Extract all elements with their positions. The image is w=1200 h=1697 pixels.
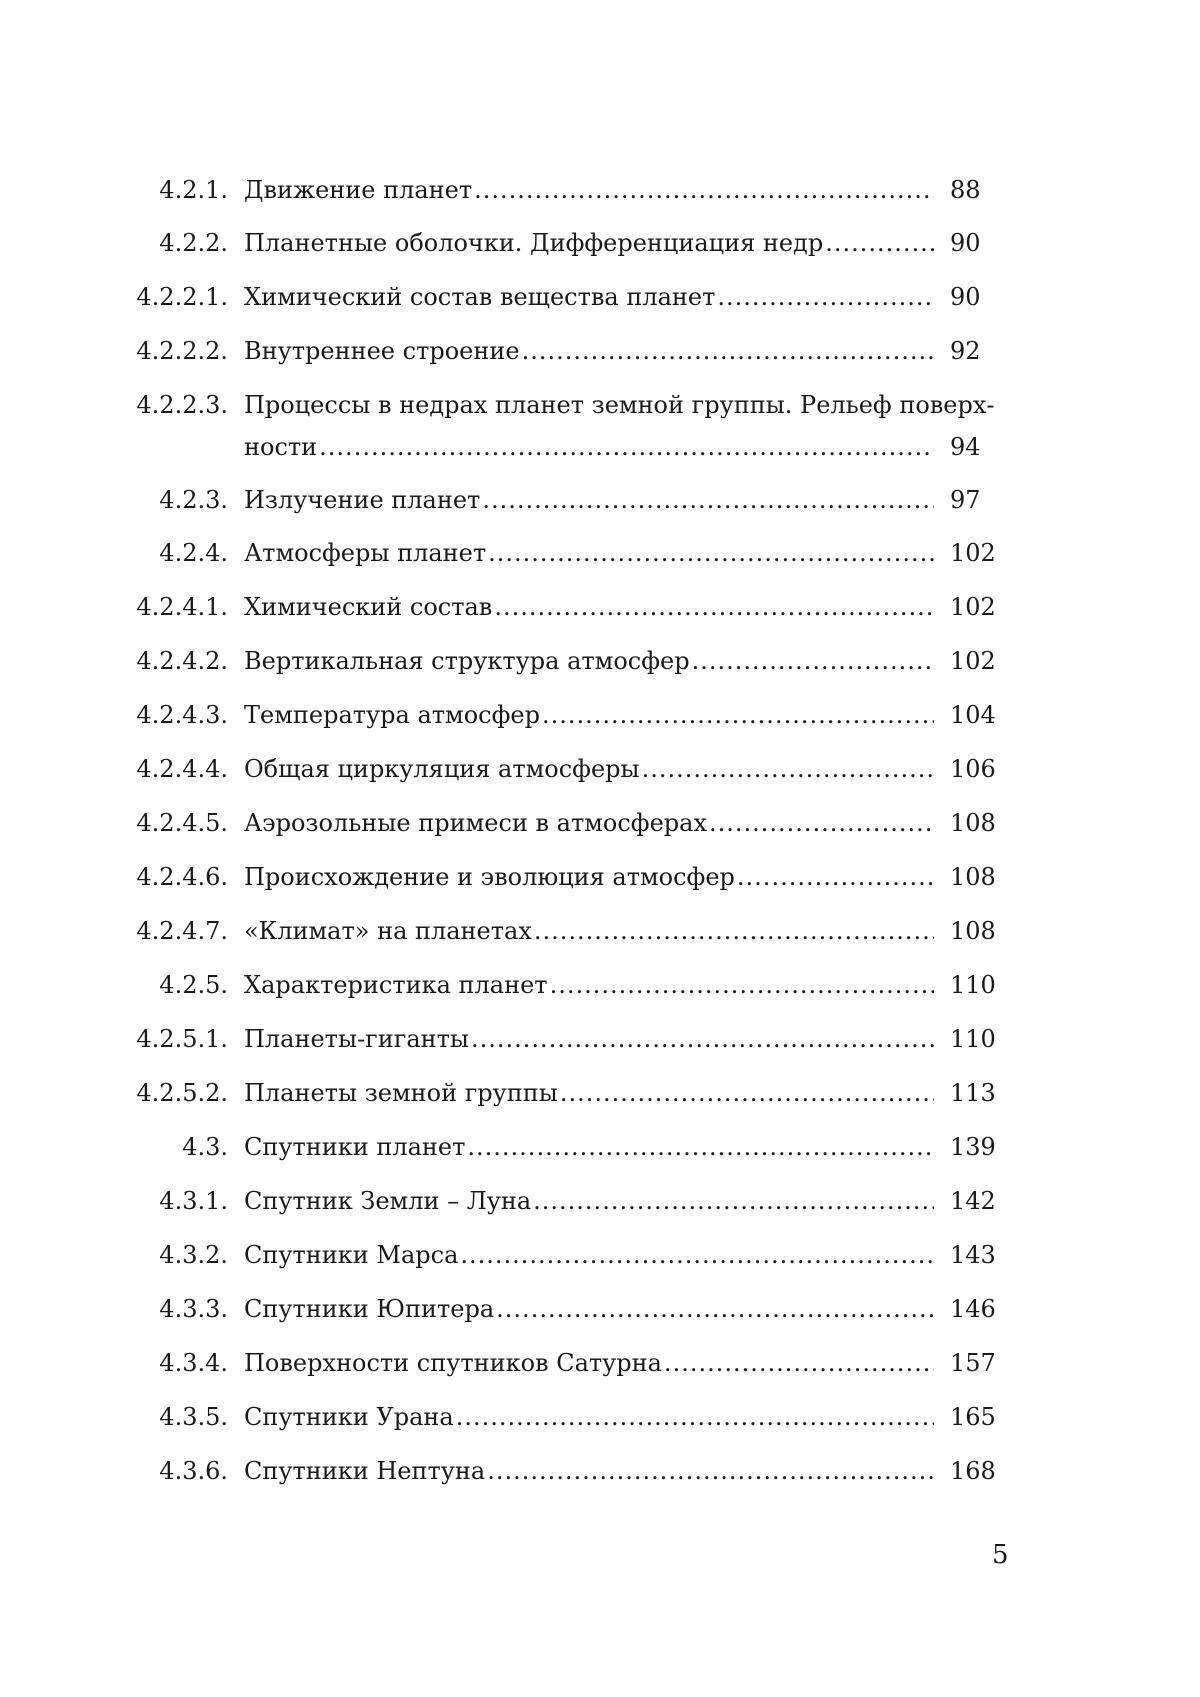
toc-entry-page: 108 — [950, 863, 996, 891]
toc-entry-number: 4.3.5. — [159, 1403, 228, 1431]
dot-leader — [664, 1343, 934, 1383]
toc-entry-page: 102 — [950, 539, 996, 567]
toc-entry-number: 4.2.4.3. — [136, 701, 228, 729]
toc-entry-number: 4.2.4.5. — [136, 809, 228, 837]
dot-leader — [494, 587, 934, 627]
toc-entry[interactable] — [0, 803, 1200, 843]
toc-entry-number: 4.2.4.6. — [136, 863, 228, 891]
toc-entry[interactable] — [0, 965, 1200, 1005]
toc-entry[interactable] — [0, 1127, 1200, 1167]
dot-leader — [542, 695, 934, 735]
toc-entry-title: Спутники Марса — [244, 1241, 459, 1269]
dot-leader — [642, 749, 934, 789]
toc-entry-title-line — [244, 803, 934, 843]
toc-entry-number: 4.2.4. — [159, 539, 228, 567]
toc-entry-number: 4.3.2. — [159, 1241, 228, 1269]
toc-entry-page: 110 — [950, 1025, 996, 1053]
toc-entry[interactable] — [0, 480, 1200, 520]
toc-entry-title: Общая циркуляция атмосферы — [244, 755, 640, 783]
toc-entry-title-line — [244, 857, 934, 897]
toc-entry-number: 4.2.5. — [159, 971, 228, 999]
toc-entry-page: 168 — [950, 1457, 996, 1485]
toc-entry[interactable] — [0, 857, 1200, 897]
toc-entry-title: Планетные оболочки. Дифференциация недр — [244, 229, 824, 257]
toc-entry-title: Планеты-гиганты — [244, 1025, 469, 1053]
toc-entry-number: 4.2.4.2. — [136, 647, 228, 675]
toc-entry-page: 90 — [950, 229, 981, 257]
page-number: 5 — [992, 1540, 1009, 1570]
toc-entry-number: 4.3. — [182, 1133, 228, 1161]
toc-entry-number: 4.3.6. — [159, 1457, 228, 1485]
toc-entry-number: 4.2.5.1. — [136, 1025, 228, 1053]
dot-leader — [692, 641, 934, 681]
toc-entry[interactable] — [0, 1289, 1200, 1329]
toc-entry-page: 110 — [950, 971, 996, 999]
toc-entry-title: Химический состав — [244, 593, 493, 621]
toc-entry-page: 108 — [950, 917, 996, 945]
dot-leader — [471, 1019, 934, 1059]
dot-leader — [482, 480, 934, 520]
toc-entry-number: 4.2.2.3. — [136, 391, 228, 419]
dot-leader — [496, 1289, 934, 1329]
dot-leader — [534, 911, 934, 951]
dot-leader — [488, 533, 934, 573]
toc-entry-title-line — [244, 1181, 934, 1221]
dot-leader — [825, 223, 934, 263]
toc-entry-number: 4.2.4.1. — [136, 593, 228, 621]
toc-entry[interactable] — [0, 1019, 1200, 1059]
toc-entry[interactable] — [0, 277, 1200, 317]
toc-entry-page: 104 — [950, 701, 996, 729]
toc-entry-title-line — [244, 170, 934, 210]
dot-leader — [456, 1397, 934, 1437]
dot-leader — [467, 1127, 934, 1167]
toc-entry-page: 90 — [950, 283, 981, 311]
toc-entry[interactable] — [0, 1343, 1200, 1383]
toc-entry-title-line — [244, 749, 934, 789]
toc-entry-page: 142 — [950, 1187, 996, 1215]
toc-entry-title: Излучение планет — [244, 486, 481, 514]
toc-entry-title: Характеристика планет — [244, 971, 548, 999]
toc-entry-title: Химический состав вещества планет — [244, 283, 716, 311]
toc-entry-page: 102 — [950, 647, 996, 675]
toc-entry-title: Атмосферы планет — [244, 539, 487, 567]
toc-entry-title-line — [244, 1019, 934, 1059]
toc-entry[interactable] — [0, 533, 1200, 573]
dot-leader — [717, 277, 934, 317]
toc-entry[interactable] — [0, 911, 1200, 951]
toc-entry-title-line — [244, 965, 934, 1005]
toc-entry-title-line — [244, 223, 934, 263]
dot-leader — [487, 1451, 934, 1491]
toc-entry[interactable] — [0, 1397, 1200, 1437]
toc-entry-number: 4.2.3. — [159, 486, 228, 514]
toc-entry-number: 4.2.2.1. — [136, 283, 228, 311]
toc-entry-page: 108 — [950, 809, 996, 837]
toc-entry-page: 157 — [950, 1349, 996, 1377]
toc-entry-page: 102 — [950, 593, 996, 621]
toc-entry-title: Вертикальная структура атмосфер — [244, 647, 690, 675]
toc-entry-title: Спутники планет — [244, 1133, 466, 1161]
toc-entry[interactable] — [0, 1451, 1200, 1491]
toc-entry-number: 4.2.5.2. — [136, 1079, 228, 1107]
toc-entry-title: Спутники Юпитера — [244, 1295, 495, 1323]
toc-entry[interactable] — [0, 385, 1200, 469]
toc-entry-number: 4.3.3. — [159, 1295, 228, 1323]
toc-entry-title-line — [244, 427, 934, 467]
toc-entry[interactable] — [0, 223, 1200, 263]
toc-entry-title-first-line: Процессы в недрах планет земной группы. Рельеф поверх- — [244, 391, 995, 419]
toc-entry-title: Планеты земной группы — [244, 1079, 558, 1107]
toc-entry[interactable] — [0, 331, 1200, 371]
toc-entry-number: 4.2.4.4. — [136, 755, 228, 783]
toc-entry-title-line — [244, 1235, 934, 1275]
toc-entry-title: Внутреннее строение — [244, 337, 520, 365]
dot-leader — [737, 857, 934, 897]
toc-entry[interactable] — [0, 1235, 1200, 1275]
toc-entry-title-line — [244, 1343, 934, 1383]
dot-leader — [319, 427, 934, 467]
toc-entry-title-line — [244, 695, 934, 735]
dot-leader — [522, 331, 934, 371]
toc-entry-title: Поверхности спутников Сатурна — [244, 1349, 662, 1377]
toc-entry-page: 106 — [950, 755, 996, 783]
toc-entry-number: 4.2.4.7. — [136, 917, 228, 945]
toc-entry-page: 146 — [950, 1295, 996, 1323]
toc-entry-title-line — [244, 587, 934, 627]
toc-entry-title-line — [244, 1451, 934, 1491]
toc-entry[interactable] — [0, 749, 1200, 789]
dot-leader — [550, 965, 934, 1005]
toc-entry-page: 97 — [950, 486, 981, 514]
toc-entry-page: 113 — [950, 1079, 996, 1107]
toc-entry-page: 94 — [950, 433, 981, 461]
toc-entry-page: 88 — [950, 176, 981, 204]
dot-leader — [709, 803, 934, 843]
dot-leader — [474, 170, 934, 210]
toc-entry-title: Движение планет — [244, 176, 473, 204]
toc-entry-number: 4.2.2. — [159, 229, 228, 257]
toc-entry-title: Происхождение и эволюция атмосфер — [244, 863, 735, 891]
toc-entry[interactable] — [0, 587, 1200, 627]
toc-entry-title-line — [244, 480, 934, 520]
toc-entry[interactable] — [0, 170, 1200, 210]
toc-entry[interactable] — [0, 695, 1200, 735]
toc-entry-number: 4.3.4. — [159, 1349, 228, 1377]
toc-entry-title-line — [244, 277, 934, 317]
toc-entry-title-line — [244, 1127, 934, 1167]
toc-entry-title-line — [244, 533, 934, 573]
dot-leader — [460, 1235, 934, 1275]
toc-entry-title: Аэрозольные примеси в атмосферах — [244, 809, 707, 837]
toc-entry-page: 143 — [950, 1241, 996, 1269]
toc-entry-title-line — [244, 911, 934, 951]
toc-entry-number: 4.3.1. — [159, 1187, 228, 1215]
toc-entry-title-line — [244, 331, 934, 371]
toc-entry[interactable] — [0, 1181, 1200, 1221]
toc-entry-page: 165 — [950, 1403, 996, 1431]
toc-entry[interactable] — [0, 1073, 1200, 1113]
toc-entry-title-line — [244, 1397, 934, 1437]
dot-leader — [560, 1073, 934, 1113]
toc-entry-page: 92 — [950, 337, 981, 365]
toc-entry-number: 4.2.1. — [159, 176, 228, 204]
toc-entry-page: 139 — [950, 1133, 996, 1161]
toc-entry[interactable] — [0, 641, 1200, 681]
toc-entry-title: Температура атмосфер — [244, 701, 540, 729]
toc-entry-title-line — [244, 1073, 934, 1113]
toc-entry-title: «Климат» на планетах — [244, 917, 532, 945]
toc-entry-title: Спутники Урана — [244, 1403, 454, 1431]
toc-entry-title-line — [244, 1289, 934, 1329]
toc-entry-title: ности — [244, 433, 318, 461]
dot-leader — [533, 1181, 934, 1221]
toc-entry-title-line — [244, 641, 934, 681]
toc-entry-title: Спутник Земли – Луна — [244, 1187, 532, 1215]
toc-entry-number: 4.2.2.2. — [136, 337, 228, 365]
toc-entry-title: Спутники Нептуна — [244, 1457, 486, 1485]
